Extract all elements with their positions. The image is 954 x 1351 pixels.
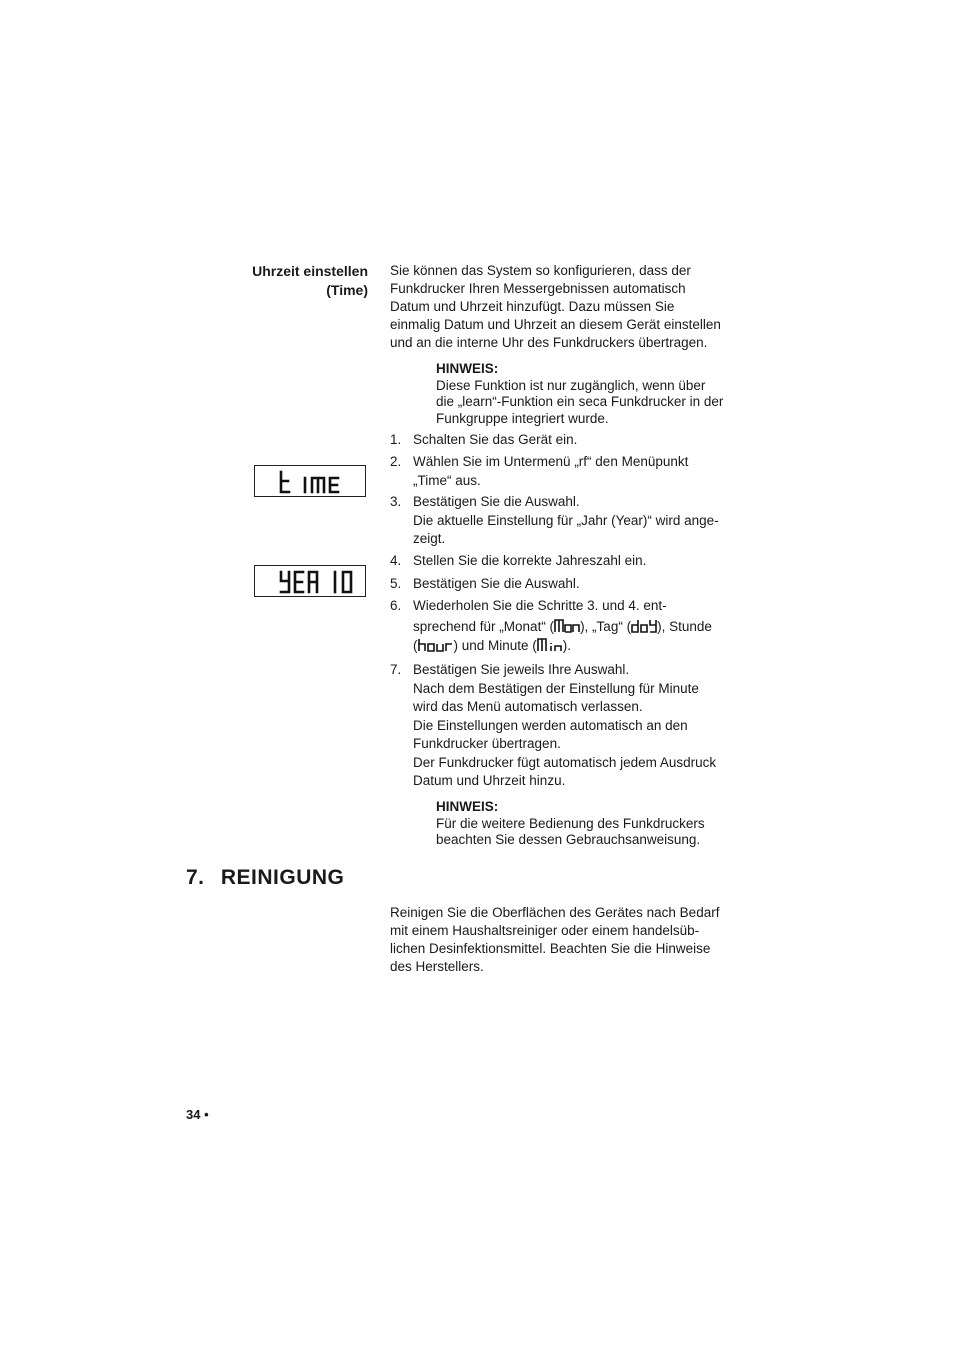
text-line: lichen Desinfektionsmittel. Beachten Sie die Hinweise xyxy=(390,941,711,956)
section-heading-time xyxy=(170,262,368,300)
text-line: Datum und Uhrzeit hinzufügt. Dazu müssen Sie xyxy=(390,299,675,314)
cleaning-paragraph xyxy=(390,904,719,976)
section-title-text: REINIGUNG xyxy=(220,866,345,889)
note-line: beachten Sie dessen Gebrauchsanweisung. xyxy=(436,832,701,847)
page-number: 34 • xyxy=(186,1107,209,1122)
note-line: die „learn“-Funktion ein seca Funkdrucker in der xyxy=(436,394,724,409)
lcd-display-year xyxy=(254,565,366,597)
step-text: Der Funkdrucker fügt automatisch jedem Ausdruck xyxy=(413,754,717,770)
step-text: Die aktuelle Einstellung für „Jahr (Year)“ wird ange- xyxy=(413,512,719,528)
text-fragment: ), Stunde xyxy=(657,618,712,634)
step-number: 1. xyxy=(390,432,402,447)
step-text: Funkdrucker übertragen. xyxy=(413,736,561,751)
step-text: Bestätigen Sie jeweils Ihre Auswahl. xyxy=(413,662,630,677)
step-number: 5. xyxy=(390,576,402,591)
lcd-glyph-mon xyxy=(554,619,580,633)
text-line: mit einem Haushaltsreiniger oder einem handelsüb- xyxy=(390,923,700,938)
step-text: Datum und Uhrzeit hinzu. xyxy=(413,773,566,788)
text-fragment: sprechend für „Monat“ ( xyxy=(413,618,555,634)
step-text: Stellen Sie die korrekte Jahreszahl ein. xyxy=(413,553,647,568)
section-number: 7. xyxy=(186,866,205,889)
lcd-glyph-hour xyxy=(418,638,454,652)
heading-line: (Time) xyxy=(326,282,368,298)
note-label: HINWEIS: xyxy=(436,799,499,814)
step-text: Nach dem Bestätigen der Einstellung für Minute xyxy=(413,680,699,696)
lcd-glyph-min xyxy=(537,638,563,652)
text-line: und an die interne Uhr des Funkdruckers übertragen. xyxy=(390,335,708,350)
note-label: HINWEIS: xyxy=(436,361,499,376)
step-text: „Time“ aus. xyxy=(413,472,481,488)
note-line: Für die weitere Bedienung des Funkdruckers xyxy=(436,815,705,831)
text-line: einmalig Datum und Uhrzeit an diesem Gerät einstellen xyxy=(390,317,721,332)
step-text: zeigt. xyxy=(413,531,446,546)
text-fragment: ), „Tag“ ( xyxy=(580,618,632,634)
note-line: Diese Funktion ist nur zugänglich, wenn über xyxy=(436,377,706,393)
step-number: 2. xyxy=(390,454,402,469)
lcd-glyph-day xyxy=(631,619,657,633)
text-fragment: ). xyxy=(562,638,572,653)
text-line: des Herstellers. xyxy=(390,959,484,974)
step-text: Bestätigen Sie die Auswahl. xyxy=(413,576,580,591)
text-line: Sie können das System so konfigurieren, dass der xyxy=(390,263,691,278)
step-text-with-glyphs xyxy=(413,618,712,637)
text-fragment: ( xyxy=(413,638,418,653)
step-text: Wählen Sie im Untermenü „rf“ den Menüpunkt xyxy=(413,454,689,469)
step-number: 4. xyxy=(390,553,402,568)
step-text: Die Einstellungen werden automatisch an den xyxy=(413,717,688,733)
step-text: Wiederholen Sie die Schritte 3. und 4. ent- xyxy=(413,598,667,613)
lcd-display-time xyxy=(254,465,366,497)
section-title-cleaning xyxy=(186,866,344,890)
step-number: 6. xyxy=(390,598,402,613)
text-fragment: ) und Minute ( xyxy=(453,638,537,653)
step-number: 3. xyxy=(390,494,402,509)
step-text: Bestätigen Sie die Auswahl. xyxy=(413,494,580,509)
intro-paragraph xyxy=(390,262,721,352)
step-text: Schalten Sie das Gerät ein. xyxy=(413,432,578,447)
lcd-time-glyphs xyxy=(255,466,367,498)
step-number: 7. xyxy=(390,662,402,677)
lcd-year-glyphs xyxy=(255,566,367,598)
step-text: wird das Menü automatisch verlassen. xyxy=(413,699,643,714)
heading-line: Uhrzeit einstellen xyxy=(252,263,368,279)
step-text-with-glyphs xyxy=(413,637,712,656)
note-box xyxy=(436,799,705,849)
note-box xyxy=(436,361,723,427)
text-line: Funkdrucker Ihren Messergebnissen automatisch xyxy=(390,281,686,296)
text-line: Reinigen Sie die Oberflächen des Gerätes nach Bedarf xyxy=(390,905,720,920)
note-line: Funkgruppe integriert wurde. xyxy=(436,410,609,426)
